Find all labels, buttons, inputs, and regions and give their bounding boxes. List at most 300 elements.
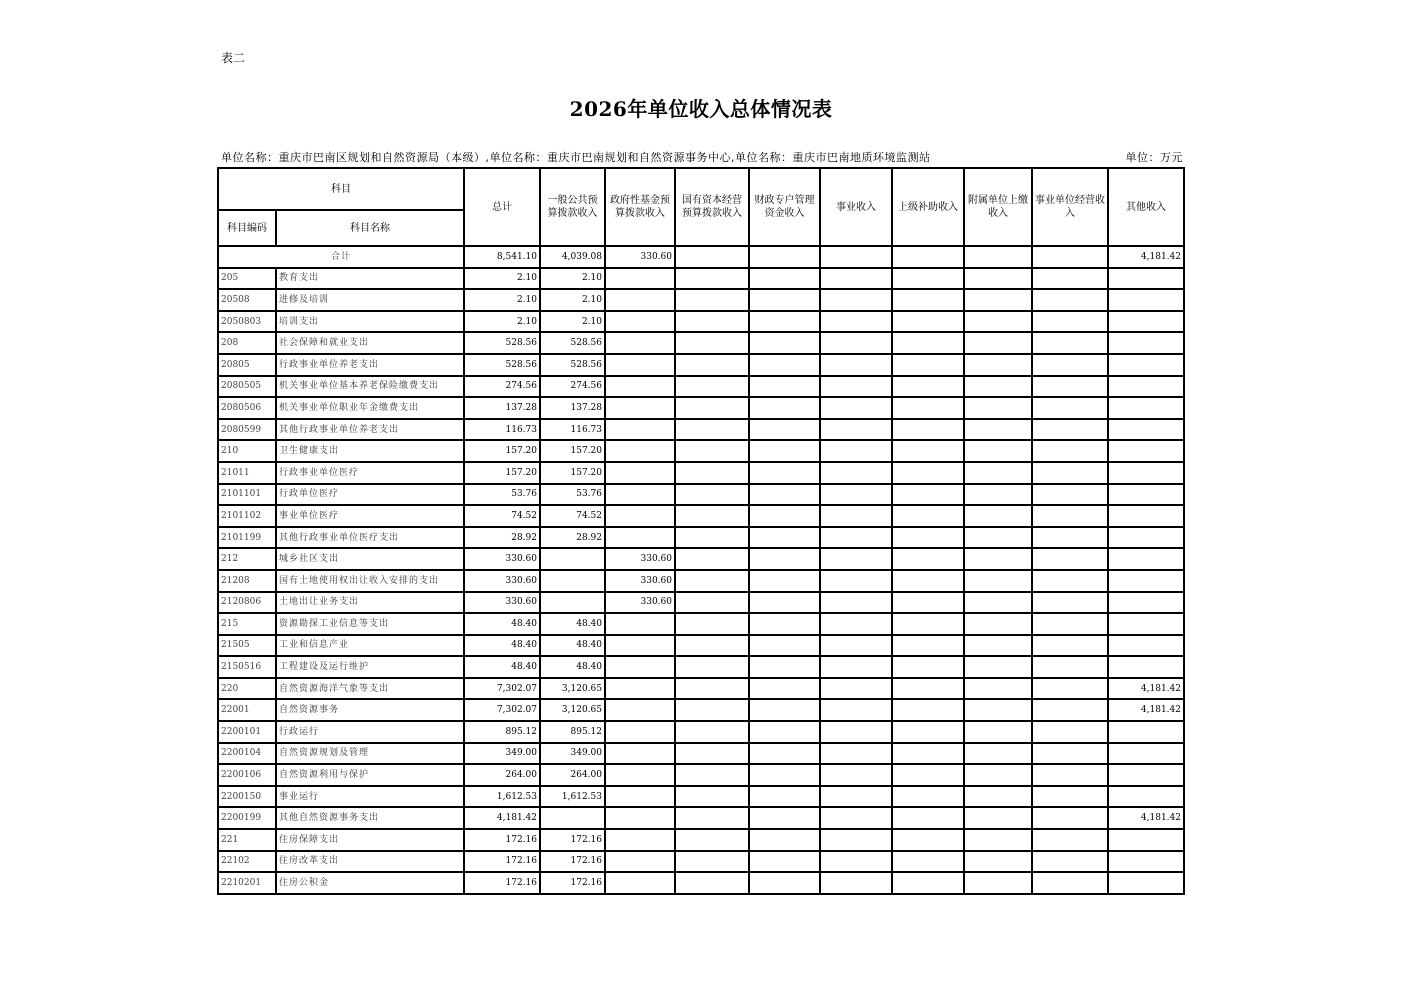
amount-cell xyxy=(892,484,964,506)
amount-cell xyxy=(1108,376,1184,398)
amount-cell xyxy=(1108,786,1184,808)
amount-cell: 4,181.42 xyxy=(464,807,540,829)
amount-cell xyxy=(749,570,820,592)
amount-cell: 48.40 xyxy=(464,656,540,678)
amount-cell xyxy=(964,462,1032,484)
income-table xyxy=(217,167,1185,895)
table-row xyxy=(218,440,1184,462)
amount-cell: 28.92 xyxy=(540,527,605,549)
amount-cell xyxy=(1108,851,1184,873)
amount-cell xyxy=(820,289,892,311)
amount-cell xyxy=(1108,570,1184,592)
amount-cell xyxy=(964,592,1032,614)
amount-cell xyxy=(1108,527,1184,549)
amount-cell: 74.52 xyxy=(540,505,605,527)
subject-name: 其他行政事业单位养老支出 xyxy=(276,419,464,441)
total-cell: 4,039.08 xyxy=(540,246,605,268)
amount-cell xyxy=(749,548,820,570)
amount-cell: 3,120.65 xyxy=(540,699,605,721)
table-row xyxy=(218,635,1184,657)
amount-cell xyxy=(675,527,749,549)
amount-cell xyxy=(675,289,749,311)
amount-cell xyxy=(820,743,892,765)
amount-cell xyxy=(749,743,820,765)
amount-cell: 330.60 xyxy=(464,570,540,592)
amount-cell: 4,181.42 xyxy=(1108,699,1184,721)
amount-cell xyxy=(964,678,1032,700)
amount-cell xyxy=(605,268,675,290)
amount-cell xyxy=(1032,332,1108,354)
amount-cell xyxy=(605,807,675,829)
amount-cell xyxy=(749,527,820,549)
subject-name: 自然资源规划及管理 xyxy=(276,743,464,765)
amount-cell xyxy=(820,592,892,614)
table-row xyxy=(218,527,1184,549)
amount-cell xyxy=(1032,462,1108,484)
amount-cell xyxy=(964,743,1032,765)
subject-name: 事业运行 xyxy=(276,786,464,808)
amount-cell xyxy=(964,764,1032,786)
amount-cell: 137.28 xyxy=(464,397,540,419)
amount-cell xyxy=(964,484,1032,506)
amount-cell xyxy=(1032,829,1108,851)
subject-name: 工业和信息产业 xyxy=(276,635,464,657)
amount-cell xyxy=(675,699,749,721)
amount-cell xyxy=(675,570,749,592)
amount-cell xyxy=(605,376,675,398)
amount-cell: 48.40 xyxy=(464,635,540,657)
table-row xyxy=(218,376,1184,398)
amount-cell: 2.10 xyxy=(464,268,540,290)
subject-code: 221 xyxy=(218,829,276,851)
subject-code: 2050803 xyxy=(218,311,276,333)
col-header-operating-income: 事业单位经营收入 xyxy=(1032,168,1108,246)
amount-cell xyxy=(1032,807,1108,829)
amount-cell xyxy=(892,656,964,678)
amount-cell: 48.40 xyxy=(540,635,605,657)
amount-cell: 48.40 xyxy=(464,613,540,635)
code-header: 科目编码 xyxy=(218,210,276,246)
amount-cell xyxy=(964,570,1032,592)
total-cell: 330.60 xyxy=(605,246,675,268)
amount-cell xyxy=(964,289,1032,311)
amount-cell: 895.12 xyxy=(540,721,605,743)
amount-cell: 349.00 xyxy=(540,743,605,765)
amount-cell xyxy=(892,613,964,635)
amount-cell: 528.56 xyxy=(540,332,605,354)
subject-code: 2200199 xyxy=(218,807,276,829)
amount-cell xyxy=(1032,505,1108,527)
name-header: 科目名称 xyxy=(276,210,464,246)
amount-cell xyxy=(892,570,964,592)
amount-cell xyxy=(675,786,749,808)
amount-cell xyxy=(1108,268,1184,290)
amount-cell xyxy=(605,311,675,333)
subject-name: 社会保障和就业支出 xyxy=(276,332,464,354)
subject-code: 208 xyxy=(218,332,276,354)
amount-cell xyxy=(892,268,964,290)
subject-code: 2101199 xyxy=(218,527,276,549)
amount-cell xyxy=(675,440,749,462)
subject-name: 自然资源海洋气象等支出 xyxy=(276,678,464,700)
amount-cell xyxy=(1108,721,1184,743)
amount-cell xyxy=(1108,289,1184,311)
table-row xyxy=(218,505,1184,527)
amount-cell xyxy=(964,268,1032,290)
amount-cell xyxy=(605,484,675,506)
amount-cell xyxy=(605,613,675,635)
amount-cell xyxy=(749,311,820,333)
amount-cell xyxy=(749,786,820,808)
amount-cell xyxy=(605,397,675,419)
total-cell xyxy=(749,246,820,268)
subject-code: 2080506 xyxy=(218,397,276,419)
amount-cell xyxy=(605,743,675,765)
amount-cell xyxy=(1108,829,1184,851)
table-row xyxy=(218,289,1184,311)
amount-cell: 528.56 xyxy=(464,332,540,354)
subject-code: 2120806 xyxy=(218,592,276,614)
total-cell: 4,181.42 xyxy=(1108,246,1184,268)
amount-cell: 172.16 xyxy=(540,829,605,851)
amount-cell xyxy=(892,527,964,549)
amount-cell xyxy=(820,332,892,354)
amount-cell xyxy=(605,699,675,721)
amount-cell xyxy=(820,376,892,398)
amount-cell xyxy=(1032,699,1108,721)
amount-cell: 137.28 xyxy=(540,397,605,419)
total-label: 合计 xyxy=(218,246,464,268)
col-header-total: 总计 xyxy=(464,168,540,246)
amount-cell: 274.56 xyxy=(464,376,540,398)
subject-code: 2101101 xyxy=(218,484,276,506)
subject-name: 行政运行 xyxy=(276,721,464,743)
subject-code: 205 xyxy=(218,268,276,290)
amount-cell xyxy=(1032,527,1108,549)
amount-cell: 157.20 xyxy=(464,440,540,462)
subject-name: 工程建设及运行维护 xyxy=(276,656,464,678)
amount-cell xyxy=(1032,656,1108,678)
table-row xyxy=(218,548,1184,570)
amount-cell xyxy=(892,440,964,462)
table-row xyxy=(218,656,1184,678)
amount-cell xyxy=(749,268,820,290)
amount-cell xyxy=(675,592,749,614)
amount-cell xyxy=(1108,548,1184,570)
amount-cell xyxy=(749,419,820,441)
subject-name: 资源勘探工业信息等支出 xyxy=(276,613,464,635)
amount-cell xyxy=(964,721,1032,743)
amount-cell xyxy=(675,807,749,829)
amount-cell xyxy=(605,656,675,678)
amount-cell xyxy=(605,462,675,484)
subject-code: 2200101 xyxy=(218,721,276,743)
subject-code: 210 xyxy=(218,440,276,462)
amount-cell: 2.10 xyxy=(464,289,540,311)
amount-cell xyxy=(540,807,605,829)
amount-cell: 349.00 xyxy=(464,743,540,765)
amount-cell xyxy=(964,505,1032,527)
amount-cell: 28.92 xyxy=(464,527,540,549)
amount-cell xyxy=(749,462,820,484)
amount-cell xyxy=(749,699,820,721)
amount-cell: 7,302.07 xyxy=(464,678,540,700)
amount-cell xyxy=(1108,743,1184,765)
amount-cell xyxy=(540,570,605,592)
amount-cell xyxy=(892,699,964,721)
subject-name: 住房改革支出 xyxy=(276,851,464,873)
subject-name: 机关事业单位基本养老保险缴费支出 xyxy=(276,376,464,398)
total-row xyxy=(218,246,1184,268)
amount-cell: 53.76 xyxy=(540,484,605,506)
table-row xyxy=(218,807,1184,829)
amount-cell xyxy=(964,397,1032,419)
amount-cell xyxy=(749,678,820,700)
col-header-special-account: 财政专户管理资金收入 xyxy=(749,168,820,246)
subject-name: 卫生健康支出 xyxy=(276,440,464,462)
amount-cell xyxy=(892,829,964,851)
amount-cell xyxy=(892,635,964,657)
subject-code: 2200106 xyxy=(218,764,276,786)
amount-cell xyxy=(1032,786,1108,808)
amount-cell: 157.20 xyxy=(464,462,540,484)
table-row xyxy=(218,268,1184,290)
amount-cell xyxy=(820,678,892,700)
amount-cell xyxy=(820,635,892,657)
amount-cell xyxy=(964,656,1032,678)
amount-cell: 172.16 xyxy=(464,829,540,851)
total-cell xyxy=(964,246,1032,268)
page-tag: 表二 xyxy=(221,51,246,65)
amount-cell: 7,302.07 xyxy=(464,699,540,721)
total-cell xyxy=(892,246,964,268)
amount-cell xyxy=(1032,440,1108,462)
amount-cell xyxy=(749,440,820,462)
amount-cell xyxy=(1032,872,1108,894)
subject-code: 2080505 xyxy=(218,376,276,398)
amount-cell xyxy=(1108,613,1184,635)
amount-cell xyxy=(675,354,749,376)
amount-cell xyxy=(1032,592,1108,614)
amount-cell xyxy=(820,440,892,462)
amount-cell xyxy=(749,613,820,635)
amount-cell xyxy=(964,376,1032,398)
table-row xyxy=(218,592,1184,614)
amount-cell xyxy=(1108,635,1184,657)
amount-cell xyxy=(675,851,749,873)
amount-cell xyxy=(540,548,605,570)
amount-cell: 330.60 xyxy=(605,570,675,592)
amount-cell xyxy=(605,527,675,549)
amount-cell xyxy=(1032,721,1108,743)
table-row xyxy=(218,332,1184,354)
amount-cell xyxy=(892,592,964,614)
amount-cell xyxy=(964,872,1032,894)
page-title: 2026年单位收入总体情况表 xyxy=(569,97,833,121)
table-row xyxy=(218,397,1184,419)
amount-cell: 116.73 xyxy=(540,419,605,441)
amount-cell xyxy=(820,613,892,635)
amount-cell: 172.16 xyxy=(464,872,540,894)
amount-cell: 4,181.42 xyxy=(1108,807,1184,829)
subject-name: 住房保障支出 xyxy=(276,829,464,851)
amount-cell xyxy=(605,851,675,873)
amount-cell xyxy=(675,872,749,894)
subject-code: 21505 xyxy=(218,635,276,657)
amount-cell xyxy=(964,419,1032,441)
amount-cell xyxy=(605,635,675,657)
table-row xyxy=(218,678,1184,700)
amount-cell: 330.60 xyxy=(605,592,675,614)
amount-cell xyxy=(820,699,892,721)
amount-cell xyxy=(1032,419,1108,441)
amount-cell: 2.10 xyxy=(464,311,540,333)
amount-cell xyxy=(1108,462,1184,484)
table-row xyxy=(218,484,1184,506)
amount-cell: 1,612.53 xyxy=(540,786,605,808)
subject-code: 2150516 xyxy=(218,656,276,678)
amount-cell xyxy=(675,743,749,765)
amount-cell xyxy=(675,419,749,441)
amount-cell xyxy=(675,656,749,678)
amount-cell xyxy=(892,462,964,484)
subject-code: 215 xyxy=(218,613,276,635)
amount-cell xyxy=(675,721,749,743)
amount-cell xyxy=(1032,548,1108,570)
amount-cell: 2.10 xyxy=(540,289,605,311)
amount-cell xyxy=(749,807,820,829)
amount-cell xyxy=(675,397,749,419)
amount-cell xyxy=(892,311,964,333)
subject-name: 国有土地使用权出让收入安排的支出 xyxy=(276,570,464,592)
amount-cell xyxy=(820,570,892,592)
amount-cell xyxy=(820,397,892,419)
amount-cell xyxy=(675,635,749,657)
amount-cell xyxy=(749,332,820,354)
amount-cell xyxy=(675,332,749,354)
amount-cell xyxy=(605,419,675,441)
subject-code: 2080599 xyxy=(218,419,276,441)
table-row xyxy=(218,462,1184,484)
amount-cell: 2.10 xyxy=(540,311,605,333)
amount-cell: 3,120.65 xyxy=(540,678,605,700)
subject-name: 城乡社区支出 xyxy=(276,548,464,570)
amount-cell xyxy=(964,354,1032,376)
amount-cell xyxy=(749,484,820,506)
amount-cell xyxy=(1032,635,1108,657)
amount-cell xyxy=(892,721,964,743)
amount-cell xyxy=(820,851,892,873)
amount-cell xyxy=(892,548,964,570)
subject-code: 21011 xyxy=(218,462,276,484)
amount-cell: 528.56 xyxy=(540,354,605,376)
amount-cell xyxy=(964,548,1032,570)
amount-cell xyxy=(605,872,675,894)
total-cell: 8,541.10 xyxy=(464,246,540,268)
subject-name: 事业单位医疗 xyxy=(276,505,464,527)
table-row xyxy=(218,786,1184,808)
amount-cell xyxy=(605,440,675,462)
amount-cell xyxy=(1032,851,1108,873)
subject-code: 20805 xyxy=(218,354,276,376)
amount-cell xyxy=(820,505,892,527)
amount-cell xyxy=(605,332,675,354)
table-row xyxy=(218,851,1184,873)
subject-name: 自然资源利用与保护 xyxy=(276,764,464,786)
amount-cell xyxy=(749,635,820,657)
amount-cell xyxy=(749,656,820,678)
amount-cell xyxy=(1032,764,1108,786)
amount-cell xyxy=(749,376,820,398)
col-header-gov-fund: 政府性基金预算拨款收入 xyxy=(605,168,675,246)
amount-cell xyxy=(820,872,892,894)
amount-cell xyxy=(675,268,749,290)
subject-code: 20508 xyxy=(218,289,276,311)
amount-cell xyxy=(1108,656,1184,678)
amount-cell: 264.00 xyxy=(464,764,540,786)
subject-name: 其他行政事业单位医疗支出 xyxy=(276,527,464,549)
amount-cell xyxy=(605,764,675,786)
amount-cell xyxy=(964,807,1032,829)
table-row xyxy=(218,721,1184,743)
amount-cell: 895.12 xyxy=(464,721,540,743)
amount-cell xyxy=(675,462,749,484)
amount-cell xyxy=(749,872,820,894)
amount-cell xyxy=(964,527,1032,549)
amount-cell xyxy=(540,592,605,614)
table-row xyxy=(218,354,1184,376)
amount-cell xyxy=(605,721,675,743)
table-row xyxy=(218,419,1184,441)
amount-cell: 48.40 xyxy=(540,656,605,678)
subject-name: 培训支出 xyxy=(276,311,464,333)
amount-cell: 172.16 xyxy=(540,872,605,894)
amount-cell: 172.16 xyxy=(540,851,605,873)
amount-cell xyxy=(1032,311,1108,333)
amount-cell xyxy=(1032,613,1108,635)
col-header-other-income: 其他收入 xyxy=(1108,168,1184,246)
amount-cell xyxy=(820,829,892,851)
subject-code: 212 xyxy=(218,548,276,570)
amount-cell xyxy=(605,786,675,808)
amount-cell xyxy=(820,807,892,829)
table-row xyxy=(218,764,1184,786)
subject-name: 自然资源事务 xyxy=(276,699,464,721)
amount-cell xyxy=(820,656,892,678)
amount-cell xyxy=(675,484,749,506)
amount-cell xyxy=(964,332,1032,354)
amount-cell xyxy=(749,592,820,614)
amount-cell xyxy=(605,505,675,527)
table-row xyxy=(218,699,1184,721)
table-row xyxy=(218,743,1184,765)
amount-cell xyxy=(892,872,964,894)
amount-cell xyxy=(892,764,964,786)
table-row xyxy=(218,829,1184,851)
table-row xyxy=(218,311,1184,333)
amount-cell: 330.60 xyxy=(464,548,540,570)
subject-name: 行政事业单位医疗 xyxy=(276,462,464,484)
amount-cell: 48.40 xyxy=(540,613,605,635)
amount-cell: 274.56 xyxy=(540,376,605,398)
amount-cell xyxy=(820,484,892,506)
amount-cell xyxy=(820,786,892,808)
subject-code: 2101102 xyxy=(218,505,276,527)
amount-cell xyxy=(749,851,820,873)
amount-cell: 528.56 xyxy=(464,354,540,376)
amount-cell xyxy=(1108,872,1184,894)
amount-cell xyxy=(964,311,1032,333)
